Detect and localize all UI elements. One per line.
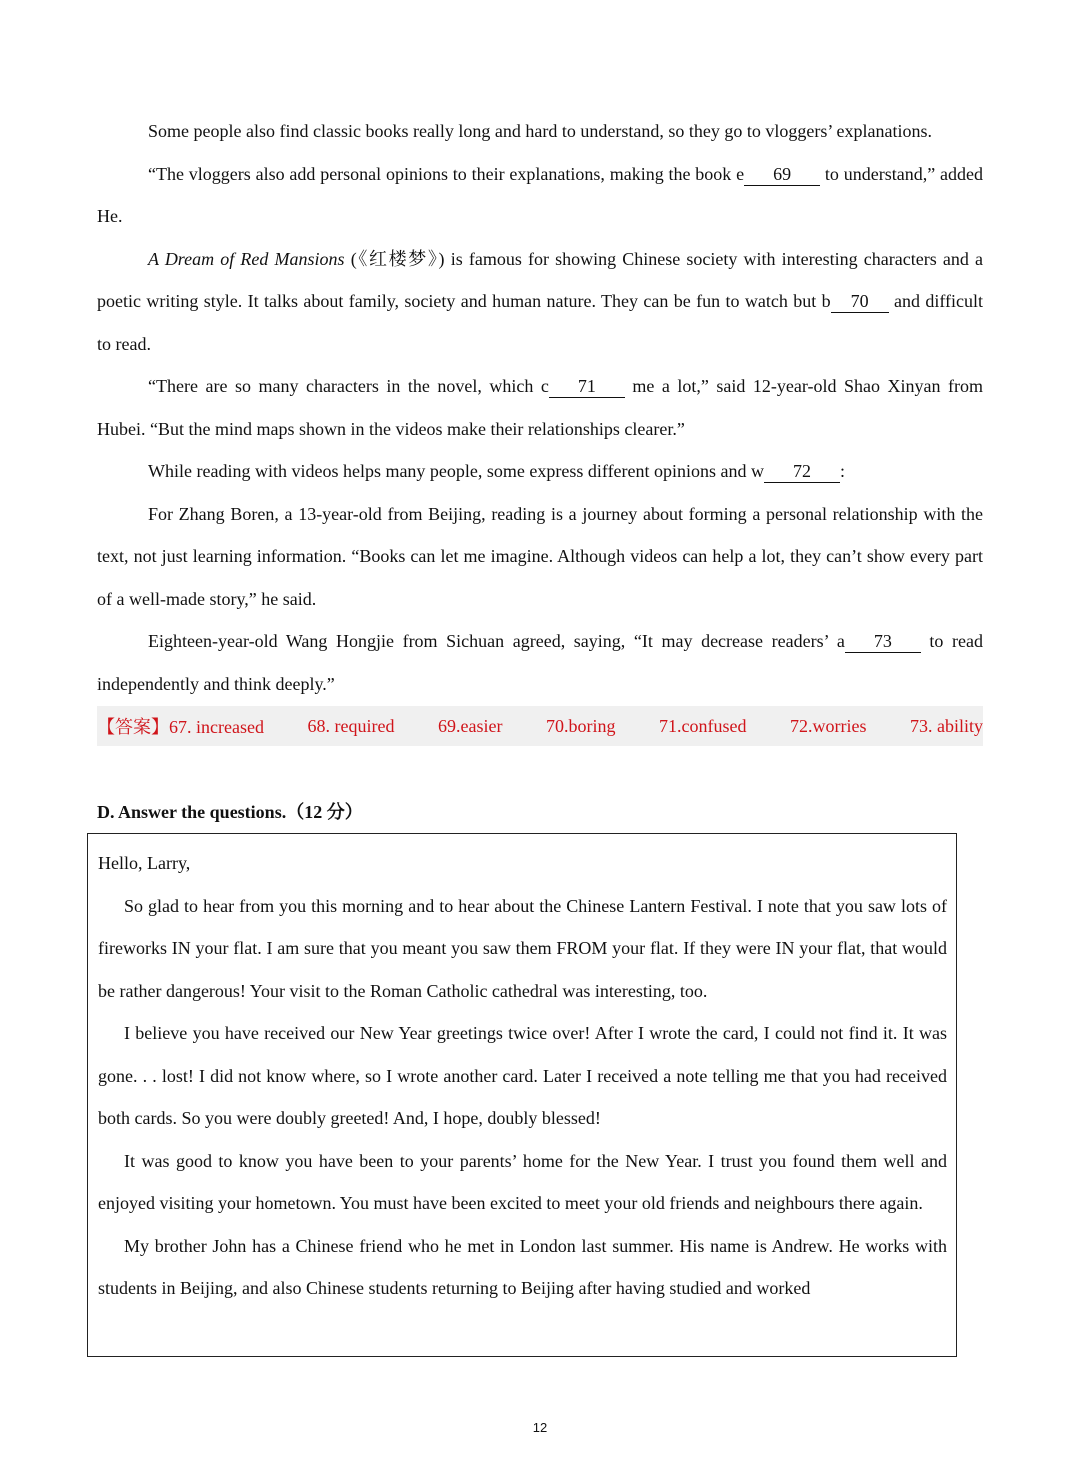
answer-67: 67. increased <box>169 717 264 737</box>
letter-box <box>87 833 957 1357</box>
passage-text: to understand,” added He. <box>97 163 983 226</box>
blank-69: 69 <box>744 163 820 186</box>
answer-item <box>97 713 264 739</box>
letter-paragraph: I believe you have received our New Year greetings twice over! After I wrote the card, I could not find it. It was gone. . . lost! I did not know where, so I wrote another card. Later I received a note telling me that you had received both cards. So you were doubly greeted! And, I hope, doubly blessed! <box>98 1023 947 1128</box>
page-number: 12 <box>532 1420 548 1435</box>
answer-72: 72.worries <box>789 715 867 736</box>
passage-text: (《红楼梦》) is famous for showing Chinese society with interesting characters and a poetic writing style. It talks about family, society and human nature. They can be fun to watch but b <box>97 248 983 311</box>
passage-paragraph <box>97 365 983 450</box>
passage-paragraph: For Zhang Boren, a 13-year-old from Beijing, reading is a journey about forming a personal relationship with the text, not just learning information. “Books can let me imagine. Although videos can help a lot, they can’t show every part of a well-made story,” he said. <box>97 503 983 609</box>
blank-71: 71 <box>549 375 625 398</box>
passage-text: “There are so many characters in the novel, which c <box>148 376 549 396</box>
letter-paragraph: So glad to hear from you this morning and to hear about the Chinese Lantern Festival. I note that you saw lots of fireworks IN your flat. I am sure that you meant you saw them FROM your flat. If they were IN your flat, that would be rather dangerous! Your visit to the Roman Catholic cathedral was interesting, too. <box>98 895 947 1001</box>
answer-73: 73. ability <box>909 715 983 736</box>
passage-paragraph <box>97 153 983 238</box>
passage-text: and difficult to read. <box>97 291 983 354</box>
passage-text: me a lot,” said 12-year-old Shao Xinyan from Hubei. “But the mind maps shown in the videos make their relationships clearer.” <box>97 376 984 439</box>
answer-70: 70.boring <box>545 715 616 736</box>
passage-paragraph <box>97 620 983 705</box>
passage-text: to read independently and think deeply.” <box>97 631 983 694</box>
section-d-title: D. Answer the questions.（12 分） <box>97 802 363 822</box>
passage-paragraph <box>97 238 983 366</box>
answer-key <box>97 706 983 746</box>
answer-68: 68. required <box>307 715 395 736</box>
answer-71: 71.confused <box>658 715 747 736</box>
passage-text: Eighteen-year-old Wang Hongjie from Sichuan agreed, saying, “It may decrease readers’ a <box>148 631 845 651</box>
blank-72: 72 <box>764 460 840 483</box>
blank-70: 70 <box>831 290 889 313</box>
letter-greeting: Hello, Larry, <box>98 853 191 873</box>
passage-paragraph <box>97 450 983 493</box>
passage-text: While reading with videos helps many people, some express different opinions and w <box>148 461 765 481</box>
blank-73: 73 <box>845 630 921 653</box>
reading-passage <box>97 110 983 705</box>
passage-text: “The vloggers also add personal opinions to their explanations, making the book e <box>148 163 745 184</box>
letter-paragraph: It was good to know you have been to your parents’ home for the New Year. I trust you found them well and enjoyed visiting your hometown. You must have been excited to meet your old friends and neighbours there again. <box>98 1150 947 1213</box>
book-title: A Dream of Red Mansions <box>148 248 345 269</box>
passage-paragraph: Some people also find classic books really long and hard to understand, so they go to vloggers’ explanations. <box>148 121 933 141</box>
answer-69: 69.easier <box>437 715 503 736</box>
passage-text: : <box>840 461 846 481</box>
letter-paragraph: My brother John has a Chinese friend who he met in London last summer. His name is Andrew. He works with students in Beijing, and also Chinese students returning to Beijing after having studied and worked <box>98 1235 947 1298</box>
answer-label: 【答案】 <box>97 717 169 737</box>
